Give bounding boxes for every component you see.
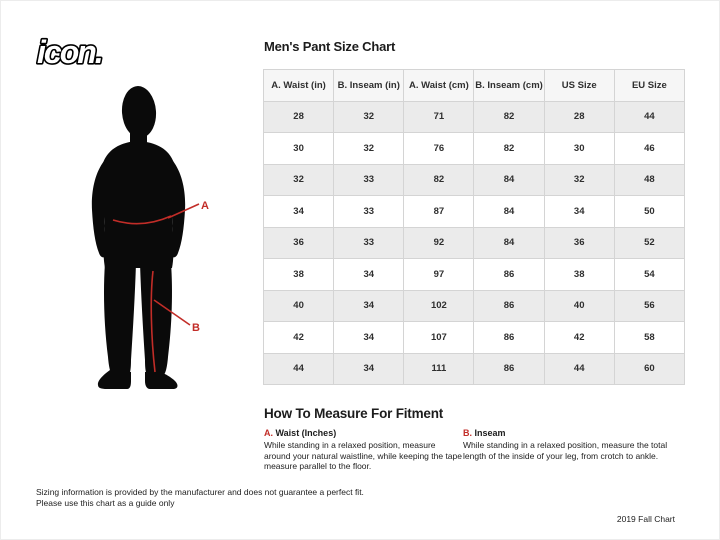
silhouette-body — [92, 85, 185, 389]
size-cell: 52 — [614, 227, 684, 259]
size-cell: 33 — [334, 196, 404, 228]
how-to-measure-title: How To Measure For Fitment — [264, 406, 444, 421]
size-cell: 34 — [334, 259, 404, 291]
size-cell: 50 — [614, 196, 684, 228]
size-column-header: US Size — [544, 70, 614, 102]
size-cell: 42 — [544, 322, 614, 354]
waist-label-a: A — [201, 200, 209, 212]
size-cell: 82 — [474, 133, 544, 165]
size-cell: 32 — [334, 133, 404, 165]
size-table-row — [264, 133, 685, 165]
inseam-label-b: B — [192, 322, 200, 334]
size-cell: 34 — [544, 196, 614, 228]
size-column-header: EU Size — [614, 70, 684, 102]
size-cell: 86 — [474, 290, 544, 322]
size-cell: 40 — [264, 290, 334, 322]
size-cell: 97 — [404, 259, 474, 291]
size-cell: 86 — [474, 322, 544, 354]
disclaimer-line-2: Please use this chart as a guide only — [36, 497, 175, 508]
size-cell: 71 — [404, 101, 474, 133]
size-cell: 44 — [614, 101, 684, 133]
measure-waist-prefix: A. — [264, 428, 273, 438]
size-cell: 34 — [264, 196, 334, 228]
size-cell: 84 — [474, 196, 544, 228]
size-table-row — [264, 227, 685, 259]
size-cell: 34 — [334, 353, 404, 385]
size-cell: 76 — [404, 133, 474, 165]
size-cell: 30 — [544, 133, 614, 165]
size-cell: 54 — [614, 259, 684, 291]
size-table-row — [264, 259, 685, 291]
size-table-row — [264, 353, 685, 385]
size-column-header: A. Waist (cm) — [404, 70, 474, 102]
size-cell: 36 — [264, 227, 334, 259]
size-chart-title: Men's Pant Size Chart — [264, 39, 396, 54]
measure-inseam-prefix: B. — [463, 428, 472, 438]
size-cell: 32 — [544, 164, 614, 196]
size-cell: 38 — [264, 259, 334, 291]
size-cell: 30 — [264, 133, 334, 165]
measure-inseam-text: While standing in a relaxed position, measure the total length of the inside of your leg, from crotch to ankle. — [463, 440, 668, 461]
size-cell: 46 — [614, 133, 684, 165]
icon-brand-logo — [31, 27, 181, 75]
measure-waist-label — [264, 428, 463, 438]
size-table-row — [264, 322, 685, 354]
size-cell: 82 — [474, 101, 544, 133]
size-cell: 44 — [544, 353, 614, 385]
size-table-row — [264, 196, 685, 228]
size-cell: 44 — [264, 353, 334, 385]
size-cell: 102 — [404, 290, 474, 322]
chart-version: 2019 Fall Chart — [616, 514, 675, 524]
size-cell: 38 — [544, 259, 614, 291]
size-cell: 28 — [544, 101, 614, 133]
size-table-row — [264, 164, 685, 196]
size-table — [263, 69, 685, 385]
size-cell: 34 — [334, 290, 404, 322]
size-cell: 42 — [264, 322, 334, 354]
measure-inseam-label — [463, 428, 688, 438]
size-cell: 82 — [404, 164, 474, 196]
size-table-row — [264, 101, 685, 133]
size-column-header: A. Waist (in) — [264, 70, 334, 102]
how-to-measure-section — [264, 406, 692, 472]
size-cell: 60 — [614, 353, 684, 385]
measure-waist-text: While standing in a relaxed position, measure around your natural waistline, while keeping the tape measure parallel to the floor. — [264, 440, 462, 471]
size-table-header — [264, 70, 685, 102]
measure-inseam-name: Inseam — [474, 428, 506, 438]
size-column-header: B. Inseam (in) — [334, 70, 404, 102]
size-cell: 92 — [404, 227, 474, 259]
size-cell: 107 — [404, 322, 474, 354]
size-cell: 86 — [474, 353, 544, 385]
logo-text: icon. — [37, 34, 102, 70]
size-cell: 33 — [334, 164, 404, 196]
size-cell: 111 — [404, 353, 474, 385]
size-cell: 48 — [614, 164, 684, 196]
size-table-body — [264, 101, 685, 385]
size-cell: 32 — [334, 101, 404, 133]
size-cell: 87 — [404, 196, 474, 228]
size-cell: 84 — [474, 164, 544, 196]
measure-item-waist — [264, 428, 463, 472]
size-cell: 40 — [544, 290, 614, 322]
sizing-disclaimer — [36, 487, 364, 508]
size-cell: 28 — [264, 101, 334, 133]
size-table-row — [264, 290, 685, 322]
measure-item-inseam — [463, 428, 688, 472]
size-cell: 86 — [474, 259, 544, 291]
male-silhouette-figure — [89, 85, 219, 400]
disclaimer-line-1: Sizing information is provided by the manufacturer and does not guarantee a perfect fit. — [36, 487, 364, 497]
size-cell: 84 — [474, 227, 544, 259]
size-cell: 56 — [614, 290, 684, 322]
size-cell: 33 — [334, 227, 404, 259]
size-cell: 58 — [614, 322, 684, 354]
size-cell: 34 — [334, 322, 404, 354]
measure-waist-name: Waist (Inches) — [275, 428, 337, 438]
size-cell: 32 — [264, 164, 334, 196]
size-cell: 36 — [544, 227, 614, 259]
size-column-header: B. Inseam (cm) — [474, 70, 544, 102]
